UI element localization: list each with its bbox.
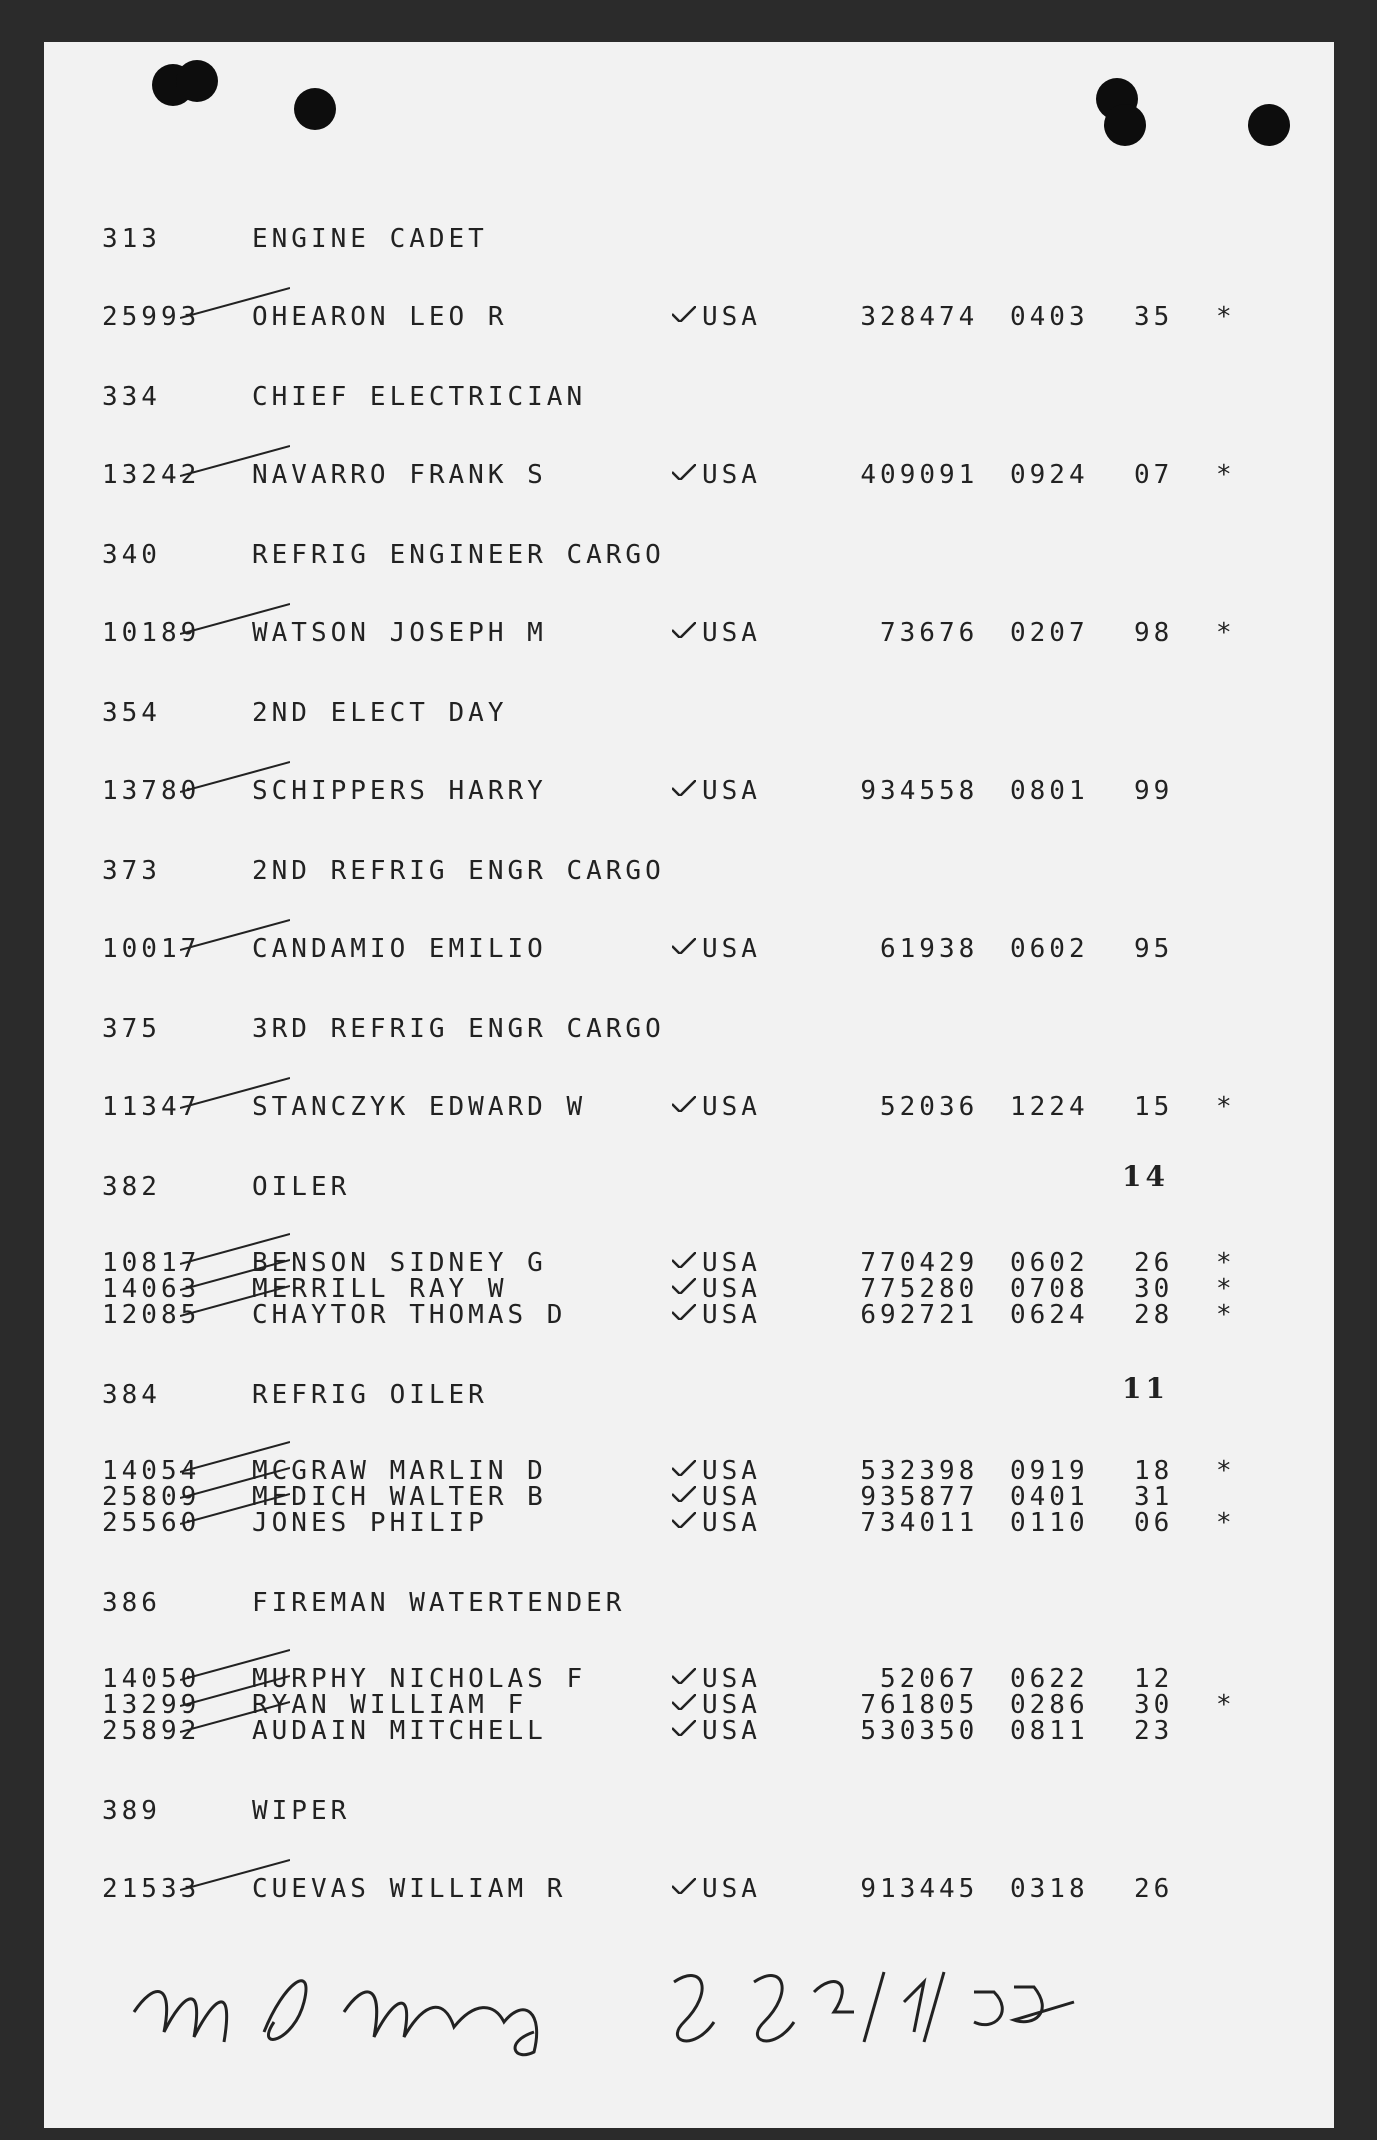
age-field: 12 [1134,1664,1174,1694]
crew-number: 25892 [102,1716,201,1746]
crew-number: 25809 [102,1482,201,1512]
crew-name: CANDAMIO EMILIO [252,934,547,964]
age-field: 31 [1134,1482,1174,1512]
crew-name: JONES PHILIP [252,1508,488,1538]
punch-hole [294,88,336,130]
check-mark [672,464,696,480]
age-field: 95 [1134,934,1174,964]
asterisk-mark: * [1216,1456,1236,1486]
check-mark [672,1252,696,1268]
job-code: 382 [102,1172,161,1202]
asterisk-mark: * [1216,1092,1236,1122]
check-mark [672,1720,696,1736]
crew-number: 13299 [102,1690,201,1720]
check-mark [672,938,696,954]
job-title: 2ND REFRIG ENGR CARGO [252,856,665,886]
asterisk-mark: * [1216,1274,1236,1304]
crew-name: MURPHY NICHOLAS F [252,1664,587,1694]
nationality: USA [702,1248,761,1278]
document-number: 935877 [860,1482,979,1512]
age-field: 07 [1134,460,1174,490]
check-mark [672,1096,696,1112]
crew-number: 10817 [102,1248,201,1278]
crew-name: RYAN WILLIAM F [252,1690,528,1720]
asterisk-mark: * [1216,302,1236,332]
crew-number: 12085 [102,1300,201,1330]
crew-number: 10017 [102,934,201,964]
nationality: USA [702,1482,761,1512]
check-mark [672,1512,696,1528]
crew-name: AUDAIN MITCHELL [252,1716,547,1746]
age-field: 28 [1134,1300,1174,1330]
document-number: 73676 [880,618,979,648]
code-field: 0110 [1010,1508,1089,1538]
crew-number: 14050 [102,1664,201,1694]
margin-note: 11 [1122,1372,1169,1405]
check-mark [672,780,696,796]
code-field: 0286 [1010,1690,1089,1720]
age-field: 18 [1134,1456,1174,1486]
document-number: 734011 [860,1508,979,1538]
asterisk-mark: * [1216,1508,1236,1538]
nationality: USA [702,776,761,806]
check-mark [672,1668,696,1684]
document-number: 530350 [860,1716,979,1746]
code-field: 1224 [1010,1092,1089,1122]
crew-name: MCGRAW MARLIN D [252,1456,547,1486]
crew-list-page [44,42,1334,2128]
code-field: 0207 [1010,618,1089,648]
code-field: 0624 [1010,1300,1089,1330]
code-field: 0622 [1010,1664,1089,1694]
crew-name: BENSON SIDNEY G [252,1248,547,1278]
code-field: 0708 [1010,1274,1089,1304]
crew-name: WATSON JOSEPH M [252,618,547,648]
nationality: USA [702,618,761,648]
job-title: 2ND ELECT DAY [252,698,508,728]
crew-number: 10189 [102,618,201,648]
asterisk-mark: * [1216,1300,1236,1330]
nationality: USA [702,1300,761,1330]
crew-number: 21533 [102,1874,201,1904]
document-number: 770429 [860,1248,979,1278]
crew-name: OHEARON LEO R [252,302,508,332]
document-number: 61938 [880,934,979,964]
job-title: OILER [252,1172,351,1202]
code-field: 0401 [1010,1482,1089,1512]
crew-name: MEDICH WALTER B [252,1482,547,1512]
code-field: 0403 [1010,302,1089,332]
nationality: USA [702,1274,761,1304]
job-code: 386 [102,1588,161,1618]
code-field: 0318 [1010,1874,1089,1904]
asterisk-mark: * [1216,1248,1236,1278]
job-title: REFRIG OILER [252,1380,488,1410]
crew-number: 14063 [102,1274,201,1304]
job-code: 389 [102,1796,161,1826]
asterisk-mark: * [1216,460,1236,490]
check-mark [672,1878,696,1894]
crew-number: 13242 [102,460,201,490]
nationality: USA [702,1664,761,1694]
job-title: ENGINE CADET [252,224,488,254]
code-field: 0602 [1010,1248,1089,1278]
crew-number: 25993 [102,302,201,332]
check-mark [672,1694,696,1710]
crew-name: CHAYTOR THOMAS D [252,1300,567,1330]
nationality: USA [702,1092,761,1122]
job-code: 375 [102,1014,161,1044]
code-field: 0924 [1010,460,1089,490]
check-mark [672,622,696,638]
punch-hole [1248,104,1290,146]
crew-name: STANCZYK EDWARD W [252,1092,587,1122]
age-field: 30 [1134,1274,1174,1304]
job-title: REFRIG ENGINEER CARGO [252,540,665,570]
crew-number: 13780 [102,776,201,806]
code-field: 0602 [1010,934,1089,964]
document-number: 328474 [860,302,979,332]
check-mark [672,1486,696,1502]
check-mark [672,1278,696,1294]
crew-number: 14054 [102,1456,201,1486]
margin-note: 14 [1122,1160,1169,1193]
age-field: 98 [1134,618,1174,648]
age-field: 06 [1134,1508,1174,1538]
check-mark [672,1460,696,1476]
age-field: 23 [1134,1716,1174,1746]
crew-number: 11347 [102,1092,201,1122]
punch-hole [1104,104,1146,146]
crew-name: CUEVAS WILLIAM R [252,1874,567,1904]
job-title: FIREMAN WATERTENDER [252,1588,626,1618]
job-title: WIPER [252,1796,351,1826]
job-code: 373 [102,856,161,886]
document-number: 761805 [860,1690,979,1720]
job-code: 334 [102,382,161,412]
nationality: USA [702,934,761,964]
age-field: 99 [1134,776,1174,806]
asterisk-mark: * [1216,1690,1236,1720]
document-number: 692721 [860,1300,979,1330]
document-number: 913445 [860,1874,979,1904]
job-title: CHIEF ELECTRICIAN [252,382,587,412]
job-code: 340 [102,540,161,570]
check-mark [672,1304,696,1320]
code-field: 0811 [1010,1716,1089,1746]
handwritten-signature [114,1942,1154,2062]
job-title: 3RD REFRIG ENGR CARGO [252,1014,665,1044]
crew-number: 25560 [102,1508,201,1538]
document-number: 409091 [860,460,979,490]
nationality: USA [702,460,761,490]
crew-name: SCHIPPERS HARRY [252,776,547,806]
nationality: USA [702,1690,761,1720]
job-code: 313 [102,224,161,254]
code-field: 0919 [1010,1456,1089,1486]
document-number: 52036 [880,1092,979,1122]
age-field: 30 [1134,1690,1174,1720]
check-mark [672,306,696,322]
nationality: USA [702,1874,761,1904]
nationality: USA [702,302,761,332]
document-number: 532398 [860,1456,979,1486]
nationality: USA [702,1508,761,1538]
document-number: 775280 [860,1274,979,1304]
nationality: USA [702,1456,761,1486]
crew-name: MERRILL RAY W [252,1274,508,1304]
code-field: 0801 [1010,776,1089,806]
punch-hole [176,60,218,102]
document-number: 52067 [880,1664,979,1694]
age-field: 26 [1134,1248,1174,1278]
job-code: 384 [102,1380,161,1410]
nationality: USA [702,1716,761,1746]
age-field: 26 [1134,1874,1174,1904]
job-code: 354 [102,698,161,728]
crew-name: NAVARRO FRANK S [252,460,547,490]
asterisk-mark: * [1216,618,1236,648]
document-number: 934558 [860,776,979,806]
age-field: 15 [1134,1092,1174,1122]
age-field: 35 [1134,302,1174,332]
